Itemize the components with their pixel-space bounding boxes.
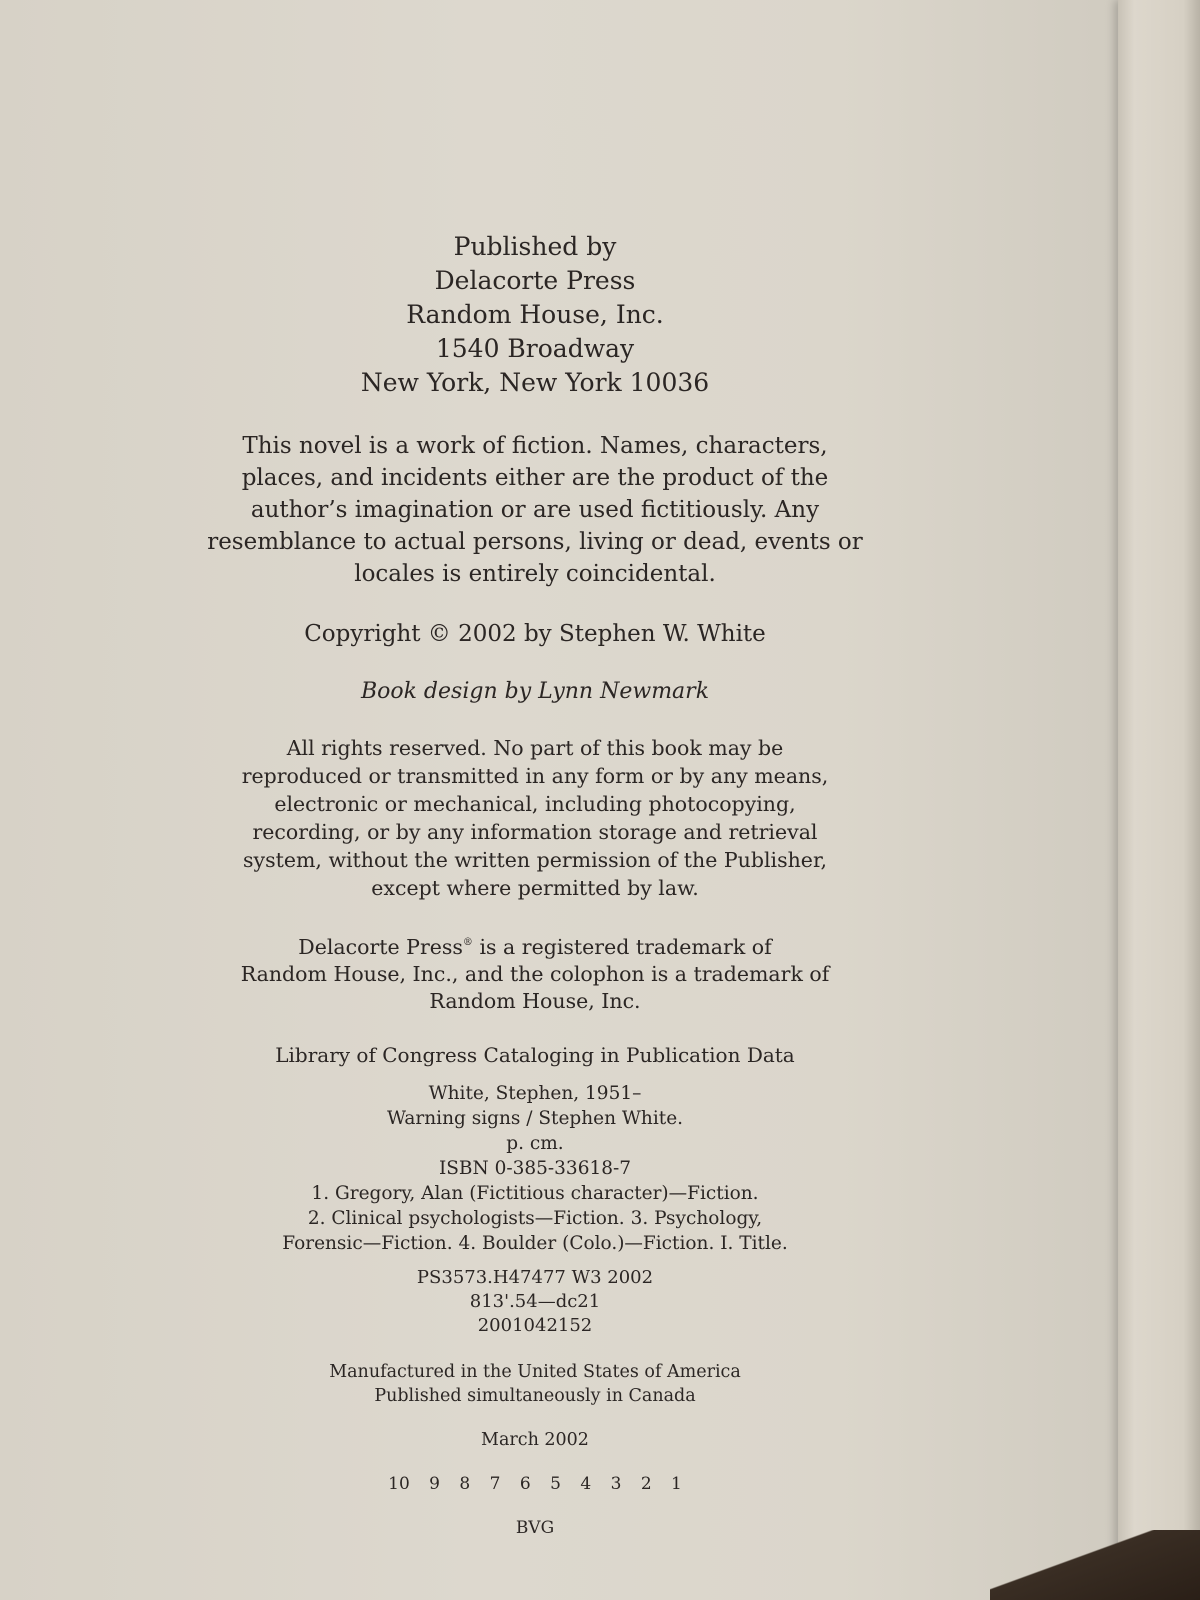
disclaimer-line: resemblance to actual persons, living or dead, events or (207, 529, 863, 555)
disclaimer-line: This novel is a work of fiction. Names, characters, (242, 433, 828, 459)
isbn: ISBN 0-385-33618-7 (438, 1158, 632, 1179)
cip-line: p. cm. (506, 1133, 564, 1154)
rights-line: recording, or by any information storage and retrieval (252, 820, 818, 844)
copyright-text-block (170, 230, 900, 1540)
manufacture-line: Manufactured in the United States of America (329, 1362, 741, 1382)
plant-code: BVG (515, 1518, 555, 1538)
dewey-number: 813'.54—dc21 (469, 1291, 601, 1312)
manufacture-notice (170, 1360, 900, 1408)
rights-line: electronic or mechanical, including photocopying, (274, 792, 796, 816)
printer-key-number: 4 (580, 1474, 592, 1494)
trademark-notice (170, 929, 900, 1015)
publisher-line: Random House, Inc. (406, 300, 664, 329)
publisher-line: Delacorte Press (434, 266, 636, 295)
book-design-credit: Book design by Lynn Newmark (360, 679, 710, 704)
trademark-text: is a registered trademark of (472, 935, 772, 959)
printer-key-number: 2 (640, 1474, 652, 1494)
fiction-disclaimer (170, 430, 900, 590)
printer-key-number: 6 (519, 1474, 531, 1494)
disclaimer-line: places, and incidents either are the product of the (241, 465, 829, 491)
cip-subject-line: 2. Clinical psychologists—Fiction. 3. Psychology, (307, 1208, 763, 1229)
rights-line: system, without the written permission of the Publisher, (242, 848, 828, 872)
publisher-line: Published by (453, 232, 617, 261)
trademark-line: Random House, Inc. (429, 989, 641, 1013)
trademark-name: Delacorte Press (298, 935, 463, 959)
disclaimer-line: author’s imagination or are used fictitiously. Any (250, 497, 820, 523)
facing-page-edge (1118, 0, 1200, 1600)
publisher-line: 1540 Broadway (435, 334, 635, 363)
printer-key-number: 3 (610, 1474, 622, 1494)
rights-reserved (170, 734, 900, 902)
cip-line: Warning signs / Stephen White. (386, 1108, 684, 1129)
printer-key-number: 1 (671, 1474, 682, 1494)
trademark-line (170, 929, 900, 961)
printer-key (170, 1472, 900, 1496)
rights-line: All rights reserved. No part of this book may be (286, 736, 784, 760)
rights-line: except where permitted by law. (371, 876, 699, 900)
lccn: 2001042152 (477, 1315, 593, 1336)
printer-key-number: 7 (489, 1474, 501, 1494)
rights-line: reproduced or transmitted in any form or by any means, (241, 764, 829, 788)
lc-call-number: PS3573.H47477 W3 2002 (416, 1267, 654, 1288)
cip-subject-line: 1. Gregory, Alan (Fictitious character)—Fiction. (311, 1183, 759, 1204)
printer-key-number: 8 (459, 1474, 471, 1494)
cip-subject-line: Forensic—Fiction. 4. Boulder (Colo.)—Fiction. I. Title. (282, 1233, 788, 1254)
copyright-notice: Copyright © 2002 by Stephen W. White (304, 621, 766, 647)
registered-mark: ® (462, 937, 473, 948)
publisher-address (170, 230, 900, 400)
disclaimer-line: locales is entirely coincidental. (354, 561, 716, 587)
cip-line: White, Stephen, 1951– (428, 1083, 642, 1104)
cip-heading: Library of Congress Cataloging in Publication Data (275, 1043, 795, 1067)
cip-record (170, 1081, 900, 1256)
printer-key-number: 9 (429, 1474, 440, 1494)
classification-numbers (170, 1266, 900, 1338)
trademark-line: Random House, Inc., and the colophon is a trademark of (240, 962, 830, 986)
publication-date: March 2002 (481, 1430, 589, 1450)
manufacture-line: Published simultaneously in Canada (374, 1386, 696, 1406)
printer-key-number: 10 (388, 1474, 410, 1494)
publisher-line: New York, New York 10036 (360, 368, 710, 397)
printer-key-number: 5 (550, 1474, 561, 1494)
book-cover-corner (990, 1530, 1200, 1600)
